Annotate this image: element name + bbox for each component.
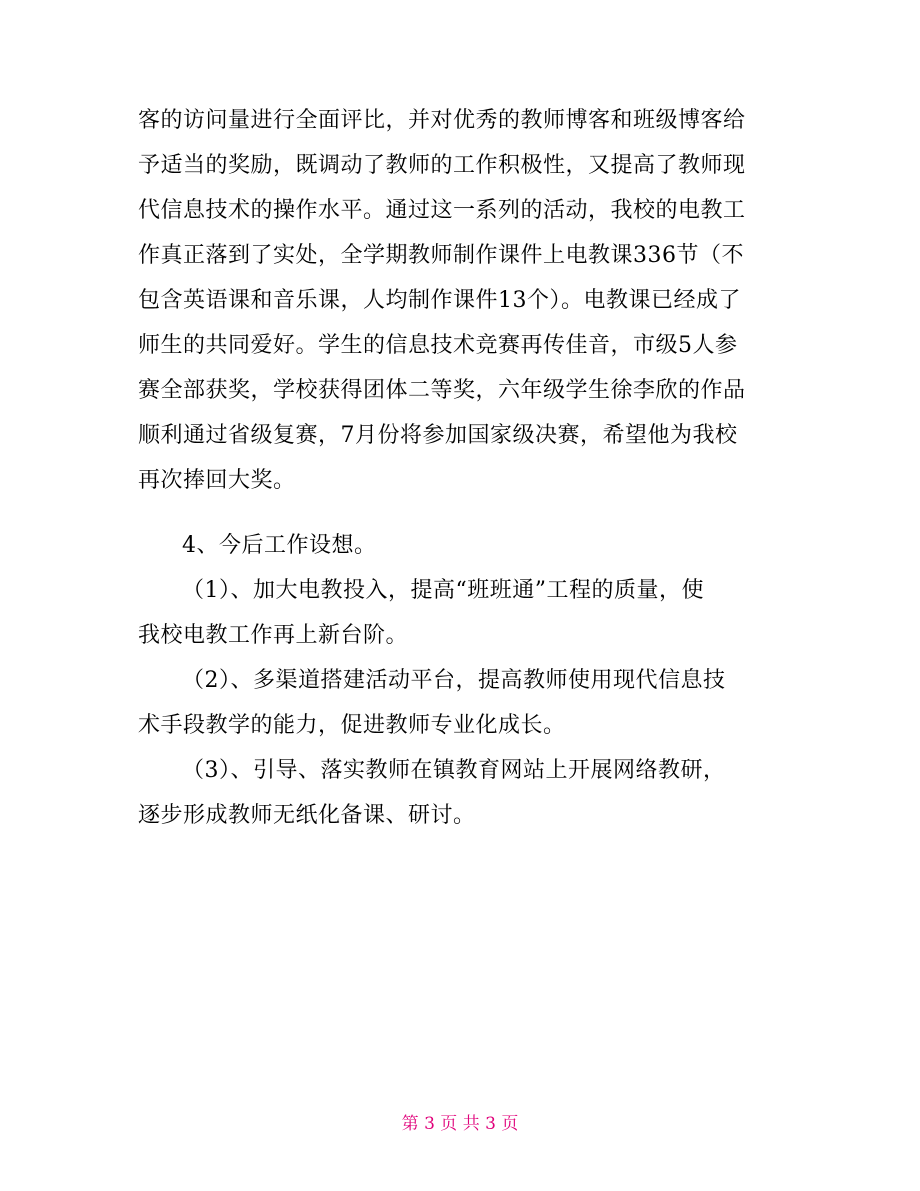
body-text-line: 赛全部获奖，学校获得团体二等奖，六年级学生徐李欣的作品 <box>138 378 746 403</box>
body-text-line: 顺利通过省级复赛，7月份将参加国家级决赛，希望他为我校 <box>138 423 738 448</box>
list-item-text: （2）、多渠道搭建活动平台，提高教师使用现代信息技 <box>182 668 726 693</box>
body-text-line: 客的访问量进行全面评比，并对优秀的教师博客和班级博客给 <box>138 108 746 133</box>
list-item-text: 我校电教工作再上新台阶。 <box>138 623 409 648</box>
body-text-line: 再次捧回大奖。 <box>138 468 296 493</box>
body-text-line: 包含英语课和音乐课，人均制作课件13个）。电教课已经成了 <box>138 288 741 313</box>
list-item-text: （3）、引导、落实教师在镇教育网站上开展网络教研， <box>182 758 726 783</box>
body-text-line: 师生的共同爱好。学生的信息技术竞赛再传佳音，市级5人参 <box>138 333 738 358</box>
list-item-text: （1）、加大电教投入，提高“班班通”工程的质量，使 <box>182 578 704 603</box>
section-heading: 4、今后工作设想。 <box>182 533 377 558</box>
body-text-line: 作真正落到了实处，全学期教师制作课件上电教课336节（不 <box>138 243 744 268</box>
body-text-line: 予适当的奖励，既调动了教师的工作积极性，又提高了教师现 <box>138 153 746 178</box>
body-text-line: 代信息技术的操作水平。通过这一系列的活动，我校的电教工 <box>138 198 746 223</box>
page-number-footer: 第 3 页 共 3 页 <box>401 1114 519 1134</box>
list-item-text: 逐步形成教师无纸化备课、研讨。 <box>138 803 476 828</box>
list-item-text: 术手段教学的能力，促进教师专业化成长。 <box>138 713 566 738</box>
